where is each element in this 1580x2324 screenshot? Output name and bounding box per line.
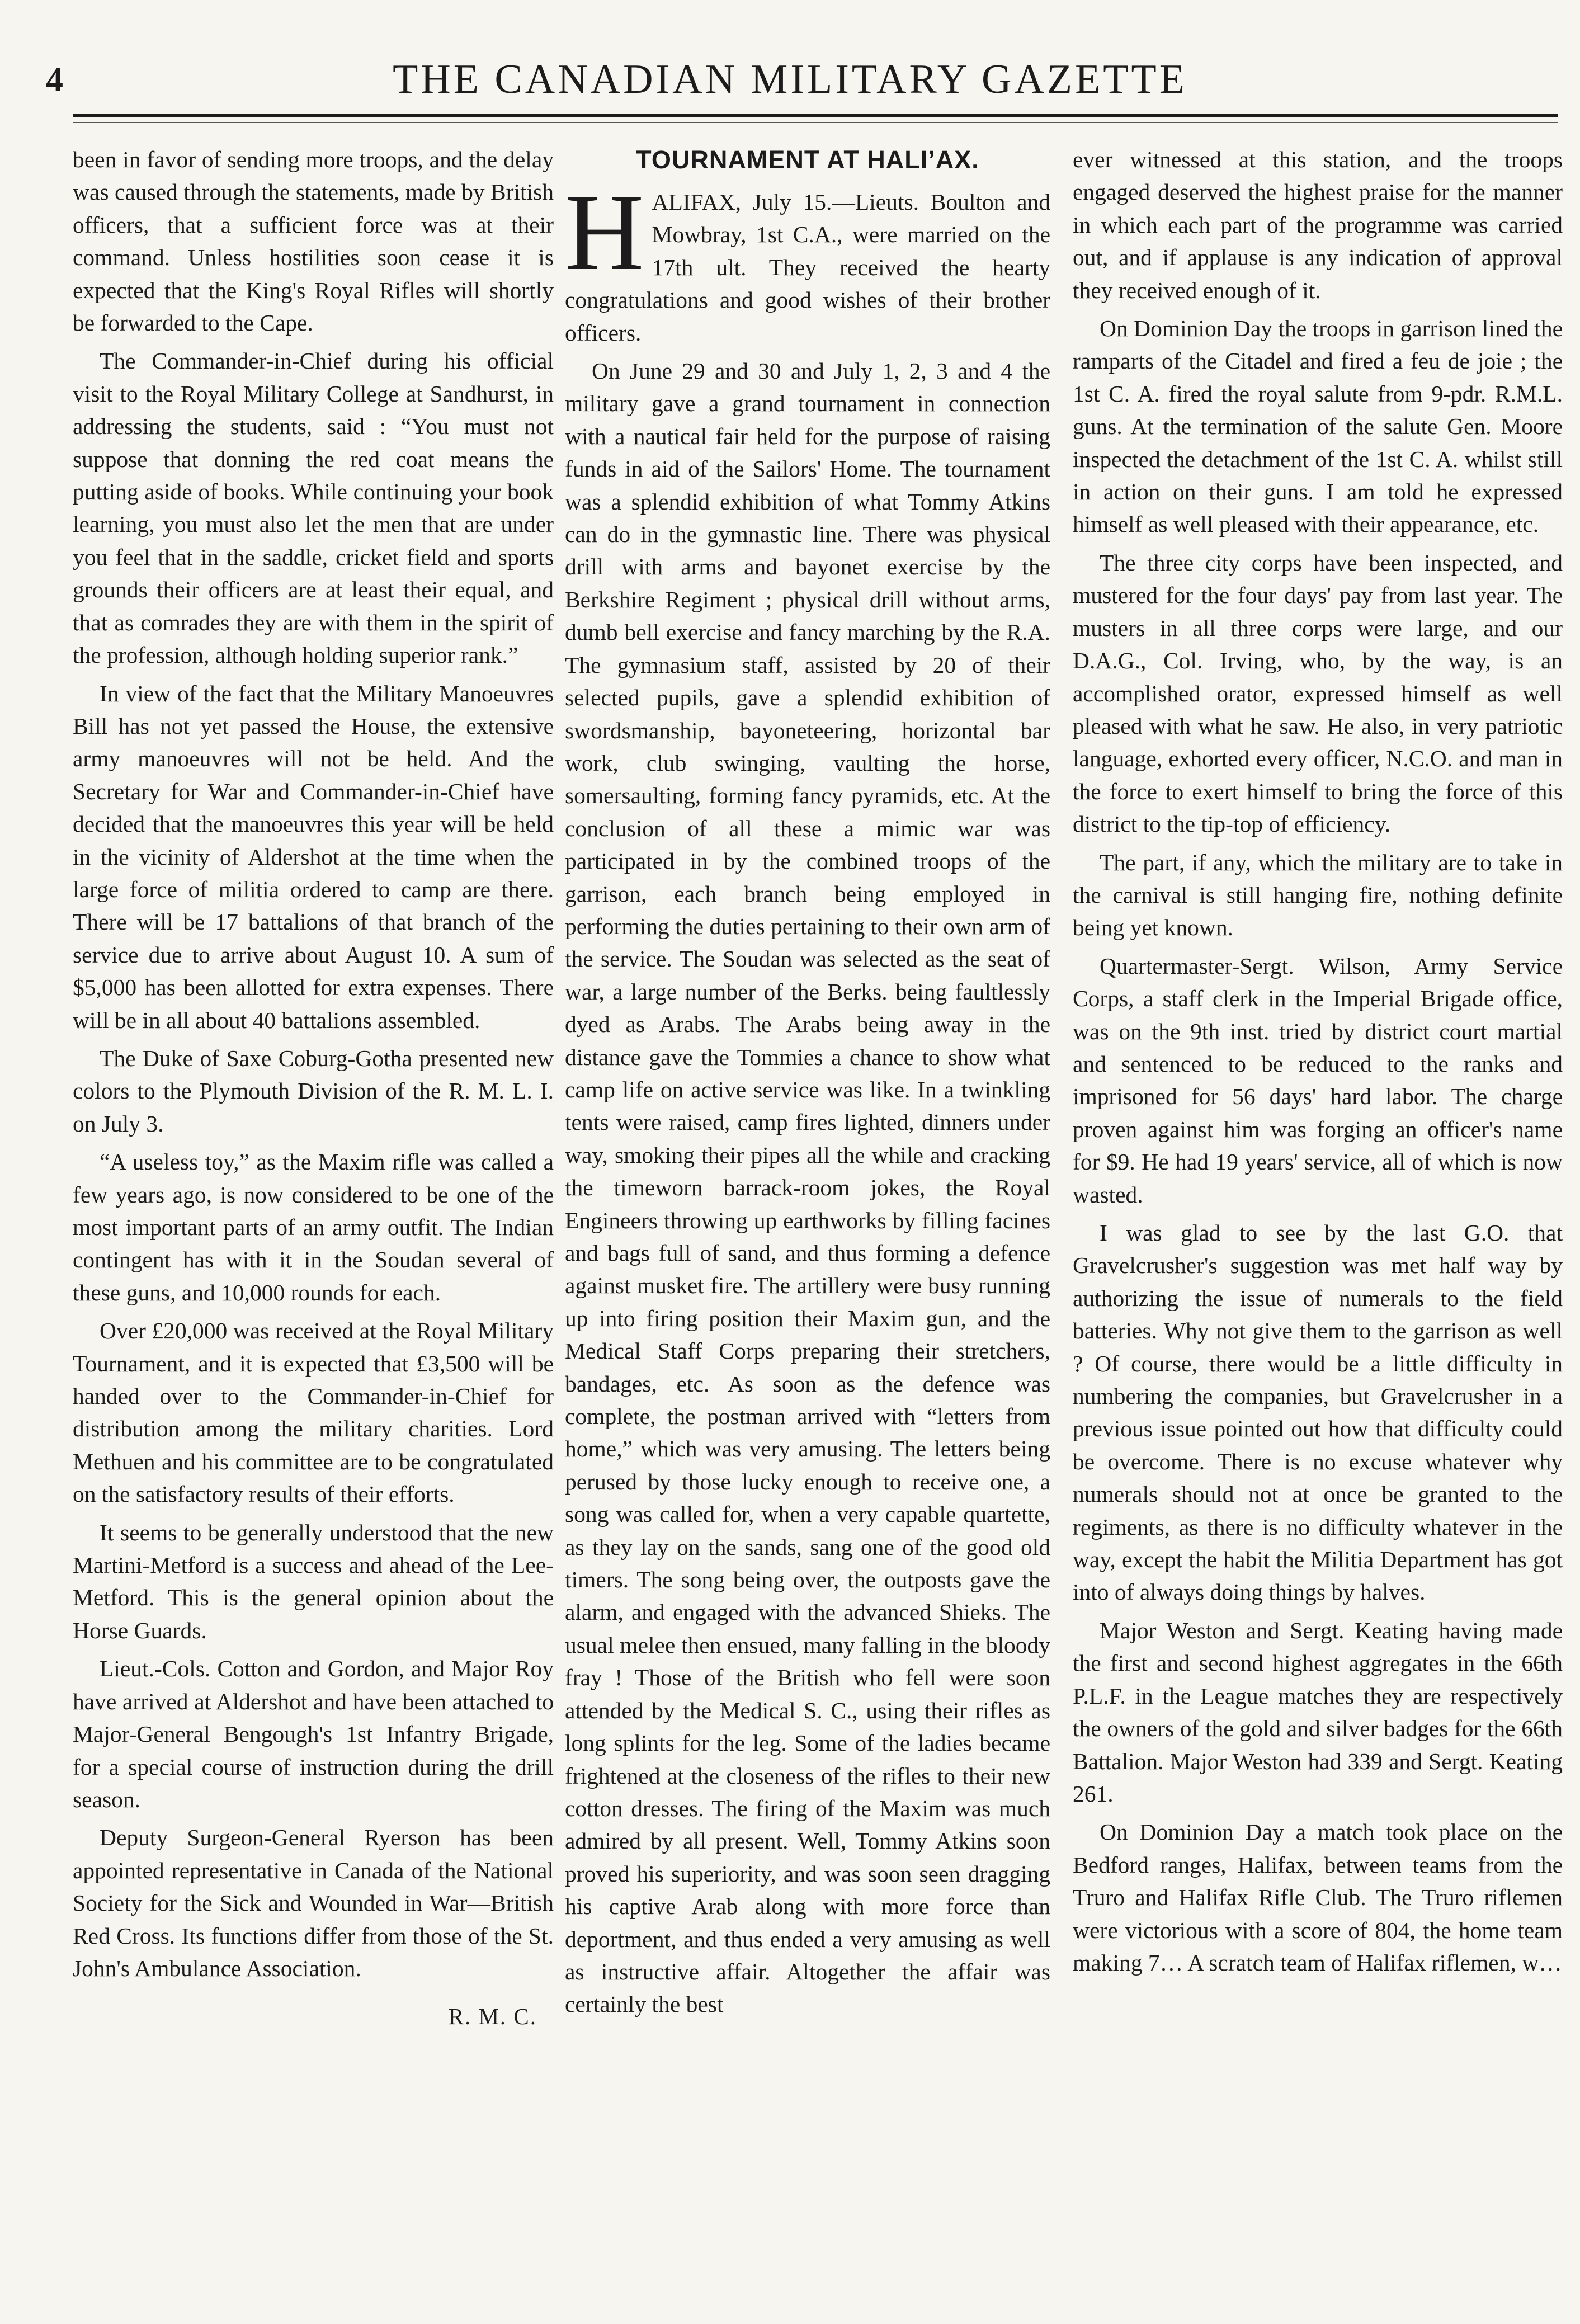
article-paragraph: Lieut.-Cols. Cotton and Gordon, and Major Roy have arrived at Aldershot and have been attached to Major-General Bengough's 1st Infantry Brigade, for a special course of instruction during the drill season. — [73, 1656, 554, 1812]
article-paragraph: “A useless toy,” as the Maxim rifle was called a few years ago, is now considered to be one of the most important parts of an army outfit. The Indian contingent has with it in the Soudan several of these guns, and 10,000 rounds for each. — [73, 1149, 554, 1305]
article-paragraph: ever witnessed at this station, and the troops engaged deserved the highest praise for the manner in which each part of the programme was carried out, and if applause is any indication of approval they received enough of it. — [1073, 147, 1563, 303]
article-lead-paragraph — [565, 172, 1050, 349]
article-paragraph: The three city corps have been inspected, and mustered for the four days' pay from last year. The musters in all three corps were large, and our D.A.G., Col. Irving, who, by the way, is an accomplished orator, expressed himself as well pleased with what he saw. He also, in very patriotic language, exhorted every officer, N.C.O. and man in the force to exert himself to bring the force of this district to the tip-top of efficiency. — [1073, 549, 1563, 837]
masthead-rule-thin — [73, 122, 1558, 123]
article-paragraph: On June 29 and 30 and July 1, 2, 3 and 4 the military gave a grand tournament in connection with a nautical fair held for the purpose of raising funds in aid of the Sailors' Home. The tournament was a splendid exhibition of what Tommy Atkins can do in the gymnastic line. There was physical drill with arms and bayonet exercise by the Berkshire Regiment ; physical drill without arms, dumb bell exercise and fancy marching by the R.A. The gymnasium staff, assisted by 20 of their selected pupils, gave a splendid exhibition of swordsmanship, bayoneteering, horizontal bar work, club swinging, vaulting the horse, somersaulting, forming fancy pyramids, etc. At the conclusion of all these a mimic war was participated in by the combined troops of the garrison, each branch being employed in performing the duties pertaining to their own arm of the service. The Soudan was selected as the seat of war, a large number of the Berks. being faultlessly dyed as Arabs. The Arabs being away in the distance gave the Tommies a chance to show what camp life on active service was like. In a twinkling tents were raised, camp fires lighted, dinners under way, smoking their pipes all the while and cracking the timeworn barrack-room jokes, the Royal Engineers throwing up earthworks by filling facines and bags full of sand, and thus forming a defence against musket fire. The artillery were busy running up into firing position their Maxim gun, and the Medical Staff Corps preparing their stretchers, bandages, etc. As soon as the defence was complete, the postman arrived with “letters from home,” which was very amusing. The letters being perused by those lucky enough to receive one, a song was called for, when a very capable quartette, as they lay on the sands, sang one of the good old timers. The song being over, the outposts gave the alarm, and engaged with the advanced Shieks. The usual melee then ensued, many falling in the bloody fray ! Those of the British who fell were soon attended by the Medical S. C., using their rifles as long splints for the leg. Some of the ladies became frightened at the closeness of the rifles to their new cotton dresses. The firing of the Maxim was much admired by all present. Well, Tommy Atkins soon proved his superiority, and was soon seen dragging his captive Arab along with more force than deportment, and thus ended a very amusing as well as instructive affair. Altogether the affair was certainly the best — [565, 358, 1050, 2017]
article-paragraph: Deputy Surgeon-General Ryerson has been appointed representative in Canada of the National Society for the Sick and Wounded in War—British Red Cross. Its functions differ from those of the St. John's Ambulance Association. — [73, 1825, 554, 1981]
article-paragraph: Major Weston and Sergt. Keating having made the first and second highest aggregates in the 66th P.L.F. in the League matches they are respectively the owners of the gold and silver badges for the 66th Battalion. Major Weston had 339 and Sergt. Keating 261. — [1073, 1617, 1563, 1807]
lead-text: ALIFAX, July 15.—Lieuts. Boulton and Mowbray, 1st C.A., were married on the 17th ult. They received the hearty congratulations and good wishes of their brother officers. — [565, 189, 1050, 346]
article-paragraph: The Commander-in-Chief during his official visit to the Royal Military College at Sandhurst, in addressing the students, said : “You must not suppose that donning the red coat means the putting aside of books. While continuing your book learning, you must also let the men that are under you feel that in the saddle, cricket field and sports grounds their officers are at least their equal, and that as comrades they are with them in the spirit of the profession, although holding superior rank.” — [73, 348, 554, 668]
masthead-title: THE CANADIAN MILITARY GAZETTE — [393, 56, 1187, 102]
article-paragraph: The part, if any, which the military are to take in the carnival is still hanging fire, nothing definite being yet known. — [1073, 849, 1563, 941]
article-paragraph: On Dominion Day a match took place on the Bedford ranges, Halifax, between teams from the Truro and Halifax Rifle Club. The Truro riflemen were victorious with a score of 804, the home team making 7… A scratch team of Halifax riflemen, w… — [1073, 1819, 1563, 1976]
article-paragraph: On Dominion Day the troops in garrison lined the ramparts of the Citadel and fired a feu de joie ; the 1st C. A. fired the royal salute from 9-pdr. R.M.L. guns. At the termination of the salute Gen. Moore inspected the detachment of the 1st C. A. whilst still in action on their guns. I am told he expressed himself as well pleased with their appearance, etc. — [1073, 315, 1563, 538]
article-paragraph: been in favor of sending more troops, and the delay was caused through the statements, made by British officers, that a sufficient force was at their command. Unless hostilities soon cease it is expected that the King's Royal Rifles will shortly be forwarded to the Cape. — [73, 147, 554, 336]
masthead-rule-thick — [73, 114, 1558, 117]
article-paragraph: Over £20,000 was received at the Royal Military Tournament, and it is expected that £3,500 will be handed over to the Commander-in-Chief for distribution among the military charities. Lord Methuen and his committee are to be congratulated on the satisfactory results of their efforts. — [73, 1318, 554, 1507]
drop-cap: H — [565, 172, 644, 293]
article-paragraph: I was glad to see by the last G.O. that Gravelcrusher's suggestion was met half way by authorizing the issue of numerals to the field batteries. Why not give them to the garrison as well ? Of course, there would be a little difficulty in numbering the companies, but Gravelcrusher in a previous issue pointed out how that difficulty could be overcome. There is no excuse whatever why numerals should not at once be granted to the regiments, as there is no difficulty whatever in the way, except the habit the Militia Department has got into of always doing things by halves. — [1073, 1220, 1563, 1605]
column-3 — [1073, 143, 1563, 1984]
article-paragraph: In view of the fact that the Military Manoeuvres Bill has not yet passed the House, the extensive army manoeuvres will not be held. And the Secretary for War and Commander-in-Chief have decided that the manoeuvres this year will be held in the vicinity of Aldershot at the time when the large force of militia ordered to camp are there. There will be 17 battalions of that branch of the service due to arrive about August 10. A sum of $5,000 has been allotted for extra expenses. There will be in all about 40 battalions assembled. — [73, 680, 554, 1033]
article-paragraph: It seems to be generally understood that the new Martini-Metford is a success and ahead of the Lee-Metford. This is the general opinion about the Horse Guards. — [73, 1519, 554, 1643]
author-signature: R. M. C. — [448, 2004, 537, 2030]
article-headline: TOURNAMENT AT HALI’AX. — [636, 145, 979, 174]
column-2 — [565, 143, 1050, 2026]
article-paragraph: The Duke of Saxe Coburg-Gotha presented new colors to the Plymouth Division of the R. M. L. I. on July 3. — [73, 1045, 554, 1137]
article-paragraph: Quartermaster-Sergt. Wilson, Army Service Corps, a staff clerk in the Imperial Brigade office, was on the 9th inst. tried by district court martial and sentenced to be reduced to the ranks and imprisoned for 56 days' hard labor. The charge proven against him was forging an officer's name for $9. He had 19 years' service, all of which is now wasted. — [1073, 953, 1563, 1208]
column-1 — [73, 143, 554, 2033]
page-number: 4 — [46, 61, 63, 99]
